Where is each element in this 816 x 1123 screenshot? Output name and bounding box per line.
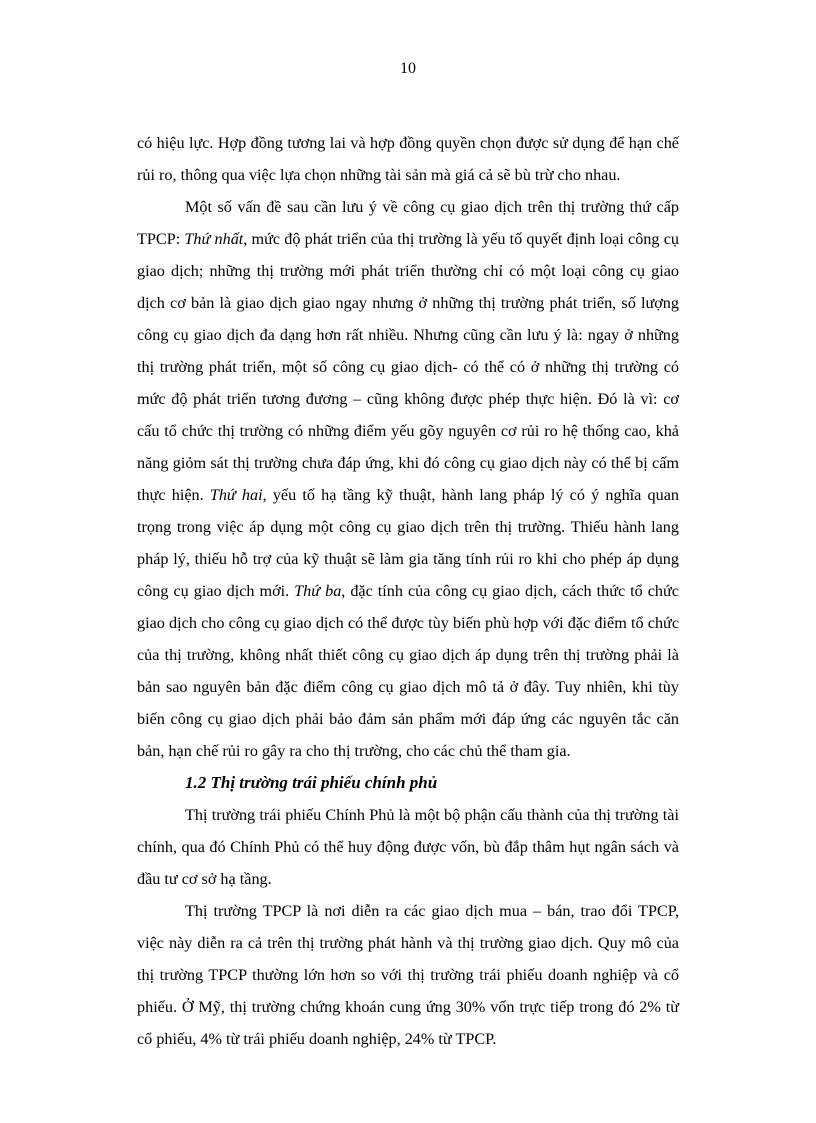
section-heading: 1.2 Thị trường trái phiếu chính phủ xyxy=(185,773,438,792)
paragraph-1: có hiệu lực. Hợp đồng tương lai và hợp đồng quyền chọn được sử dụng để hạn chế rủi ro, thông qua việc lựa chọn những tài sản mà giá cả sẽ bù trừ cho nhau. xyxy=(137,134,679,184)
document-body xyxy=(137,127,679,1055)
paragraph-2-text: , đặc tính của công cụ giao dịch, cách thức tổ chức giao dịch cho công cụ giao dịch có thể được tùy biến phù hợp với đặc điểm tổ chức của thị trường, không nhất thiết công cụ giao dịch áp dụng trên thị trường phải là bản sao nguyên bản đặc điểm công cụ giao dịch mô tả ở đây. Tuy nhiên, khi tùy biến công cụ giao dịch phải bảo đảm sản phẩm mới đáp ứng các nguyên tắc căn bản, hạn chế rủi ro gây ra cho thị trường, cho các chủ thể tham gia. xyxy=(137,582,679,760)
paragraph-2-emphasis: Thứ nhất xyxy=(184,230,244,248)
paragraph-2 xyxy=(137,191,679,767)
paragraph-2-text: , mức độ phát triển của thị trường là yếu tố quyết định loại công cụ giao dịch; những thị trường mới phát triển thường chỉ có một loại công cụ giao dịch cơ bản là giao dịch giao ngay nhưng ở những thị trường phát triển, số lượng công cụ giao dịch đa dạng hơn rất nhiều. Nhưng cũng cần lưu ý là: ngay ở những thị trường phát triển, một số công cụ giao dịch- có thể có ở những thị trường có mức độ phát triển tương đương – cũng không được phép thực hiện. Đó là vì: cơ cấu tổ chức thị trường có những điểm yếu gõy nguyên cơ rủi ro hệ thống cao, khả năng giỏm sát thị trường chưa đáp ứng, khi đó công cụ giao dịch này có thể bị cấm thực hiện. xyxy=(137,230,679,504)
paragraph-2-emphasis: Thứ ba xyxy=(294,582,342,600)
paragraph-3: Thị trường trái phiếu Chính Phủ là một bộ phận cấu thành của thị trường tài chính, qua đó Chính Phủ có thể huy động được vốn, bù đắp thâm hụt ngân sách và đầu tư cơ sở hạ tầng. xyxy=(137,806,679,888)
paragraph-2-emphasis: Thứ hai xyxy=(209,486,263,504)
paragraph-2-text: Một số vấn đề sau cần lưu ý về công cụ giao dịch trên thị trường thứ cấp TPCP: xyxy=(137,198,679,248)
page-number: 10 xyxy=(400,60,416,77)
paragraph-2-text: , yếu tố hạ tầng kỹ thuật, hành lang pháp lý có ý nghĩa quan trọng trong việc áp dụng một công cụ giao dịch trên thị trường. Thiếu hành lang pháp lý, thiếu hỗ trợ của kỹ thuật sẽ làm gia tăng tính rủi ro khi cho phép áp dụng công cụ giao dịch mới. xyxy=(137,486,679,600)
paragraph-4: Thị trường TPCP là nơi diễn ra các giao dịch mua – bán, trao đổi TPCP, việc này diễn ra cả trên thị trường phát hành và thị trường giao dịch. Quy mô của thị trường TPCP thường lớn hơn so với thị trường trái phiếu doanh nghiệp và cổ phiếu. Ở Mỹ, thị trường chứng khoán cung ứng 30% vốn trực tiếp trong đó 2% từ cổ phiếu, 4% từ trái phiếu doanh nghiệp, 24% từ TPCP. xyxy=(137,902,679,1048)
